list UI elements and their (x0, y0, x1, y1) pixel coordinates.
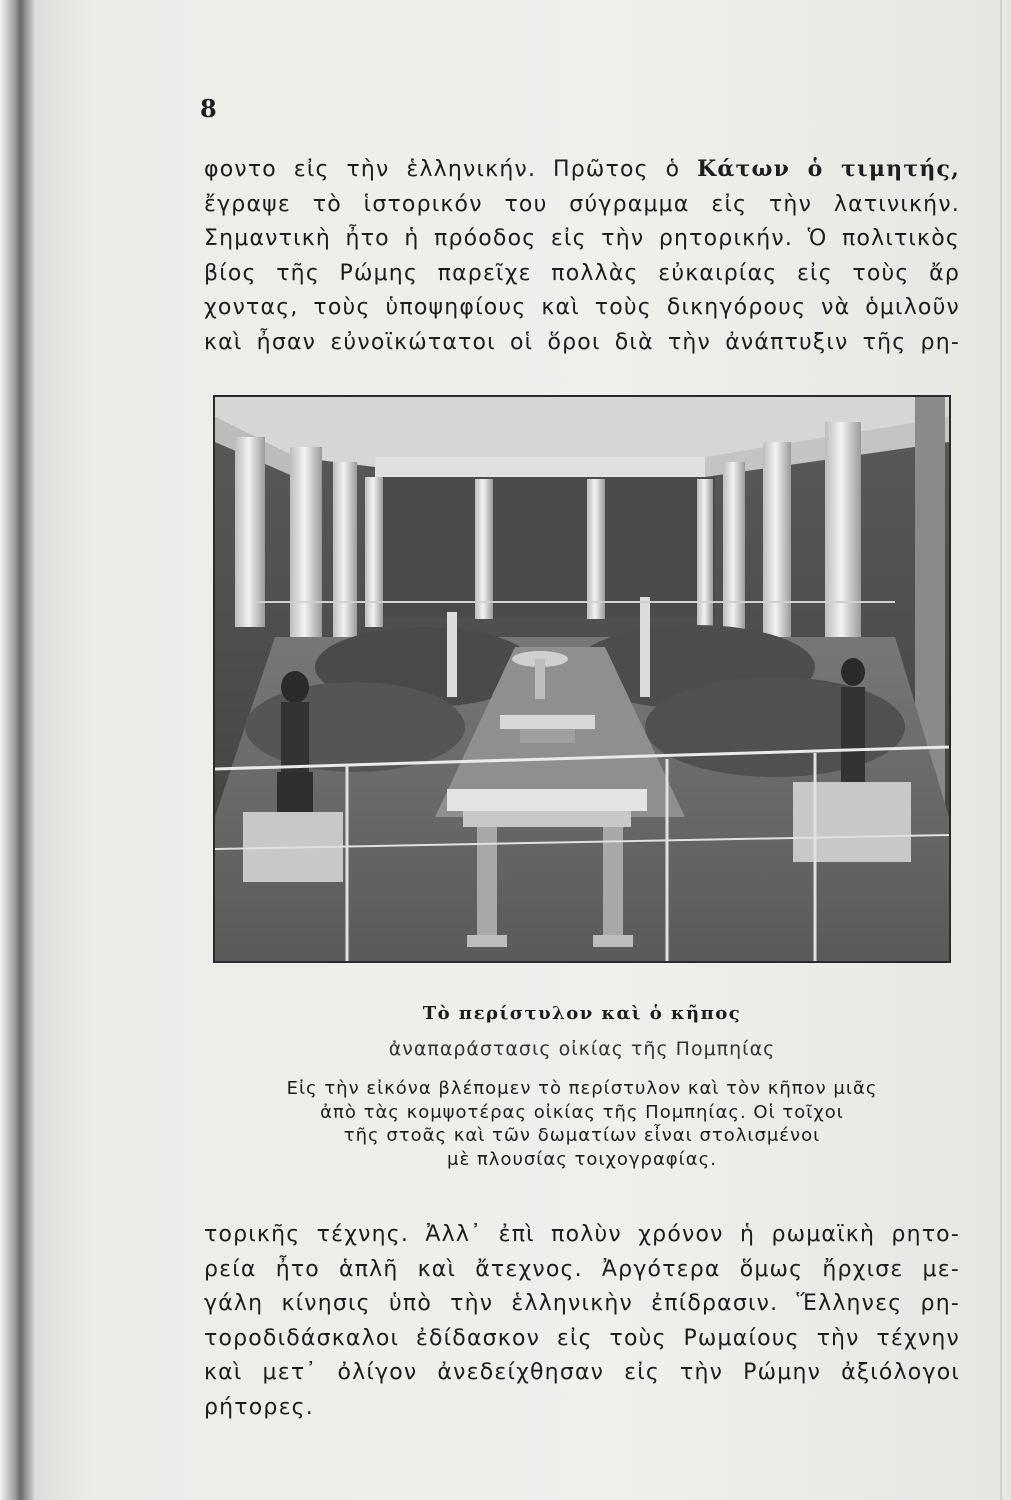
text-line: γάλη κίνησις ὑπὸ τὴν ἑλληνικὴν ἐπίδρασιν. Ἕλληνες ρη- (204, 1291, 960, 1316)
bold-name: Κάτων ὁ τιμητής, (697, 156, 961, 182)
text-line: καὶ μετ᾽ ὀλίγον ἀνεδείχθησαν εἰς τὴν Ρώμην ἀξιόλογοι (204, 1360, 960, 1385)
text-line: τοροδιδάσκαλοι ἐδίδασκον εἰς τοὺς Ρωμαίους τὴν τέχνην (204, 1325, 960, 1351)
description-line: Εἰς τὴν εἰκόνα βλέπομεν τὸ περίστυλον καὶ τὸν κῆπον μιᾶς (286, 1078, 878, 1099)
figure-caption-title: Τὸ περίστυλον καὶ ὁ κῆπος (422, 1003, 742, 1024)
text-segment: φοντο εἰς τὴν ἑλληνικήν. Πρῶτος ὁ (204, 157, 698, 182)
text-line (204, 152, 960, 188)
peristyle-garden-photo (213, 395, 951, 963)
text-line: χοντας, τοὺς ὑποψηφίους καὶ τοὺς δικηγόρους νὰ ὁμιλοῦν (204, 295, 960, 320)
text-line: ρεία ἦτο ἁπλῆ καὶ ἄτεχνος. Ἀργότερα ὅμως ἤρχισε με- (204, 1256, 960, 1282)
text-line: ἔγραψε τὸ ἱστορικόν του σύγραμμα εἰς τὴν λατινικήν. (204, 191, 960, 217)
bottom-paragraph (204, 1218, 960, 1425)
photo-illustration (215, 397, 949, 961)
page-number: 8 (200, 94, 217, 123)
text-line: καὶ ἦσαν εὐνοϊκώτατοι οἱ ὅροι διὰ τὴν ἀνάπτυξιν τῆς ρη- (204, 329, 960, 355)
book-spine-shadow (0, 0, 34, 1500)
description-line: τῆς στοᾶς καὶ τῶν δωματίων εἶναι στολισμένοι (343, 1125, 821, 1146)
figure-description (204, 1077, 960, 1171)
figure-caption-subtitle: ἀναπαράστασις οἰκίας τῆς Πομπηίας (388, 1038, 776, 1060)
text-line: τορικῆς τέχνης. Ἀλλ᾽ ἐπὶ πολὺν χρόνον ἡ ρωμαϊκὴ ρητο- (204, 1222, 960, 1247)
description-line: μὲ πλουσίας τοιχογραφίας. (447, 1148, 717, 1170)
text-line: Σημαντικὴ ἦτο ἡ πρόοδος εἰς τὴν ρητορικήν. Ὁ πολιτικὸς (204, 226, 960, 251)
description-line: ἀπὸ τὰς κομψοτέρας οἰκίας τῆς Πομπηίας. Οἱ τοῖχοι (320, 1101, 844, 1123)
text-line: βίος τῆς Ρώμης παρεῖχε πολλὰς εὐκαιρίας εἰς τοὺς ἄρ (204, 260, 960, 286)
text-line: ρήτορες. (204, 1394, 314, 1420)
top-paragraph (204, 152, 960, 360)
page-edge (1000, 0, 1002, 1500)
